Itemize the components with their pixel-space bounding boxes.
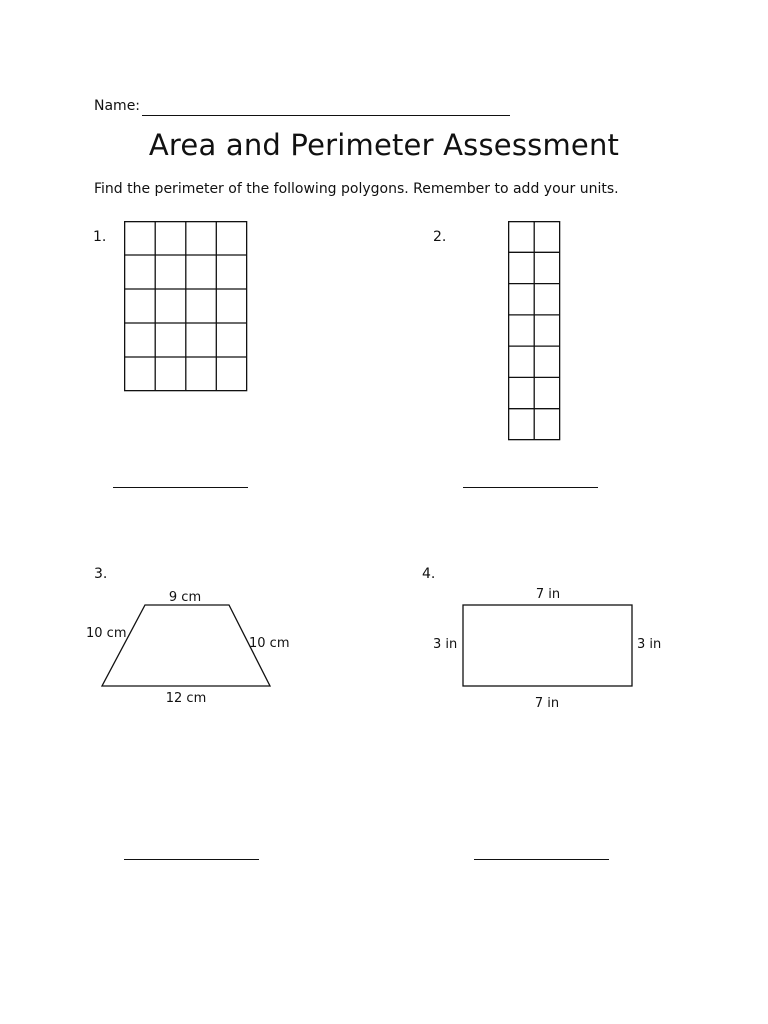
rectangle-top-label: 7 in: [535, 587, 561, 602]
rectangle-bottom-label: 7 in: [534, 696, 560, 711]
problem-1-answer-line[interactable]: [113, 487, 248, 488]
problem-3-trapezoid: [80, 580, 310, 710]
problem-1-number: 1.: [93, 229, 107, 245]
rectangle-right-label: 3 in: [637, 637, 662, 652]
rectangle-left-label: 3 in: [433, 637, 458, 652]
page-title: Area and Perimeter Assessment: [148, 128, 620, 162]
name-answer-line[interactable]: [142, 115, 510, 116]
trapezoid-top-label: 9 cm: [168, 590, 202, 605]
problem-4-answer-line[interactable]: [474, 859, 609, 860]
name-label: Name:: [94, 98, 141, 114]
problem-2-number: 2.: [433, 229, 447, 245]
problem-2-answer-line[interactable]: [463, 487, 598, 488]
trapezoid-left-label: 10 cm: [86, 626, 127, 641]
problem-4-rectangle: [428, 580, 668, 710]
trapezoid-bottom-label: 12 cm: [165, 691, 207, 706]
problem-3-answer-line[interactable]: [124, 859, 259, 860]
problem-2-grid: [508, 221, 561, 441]
problem-4-number: 4.: [422, 566, 436, 582]
trapezoid-right-label: 10 cm: [249, 636, 290, 651]
instructions: Find the perimeter of the following polygons. Remember to add your units.: [94, 181, 619, 197]
problem-1-grid: [124, 221, 248, 392]
problem-3-number: 3.: [94, 566, 108, 582]
